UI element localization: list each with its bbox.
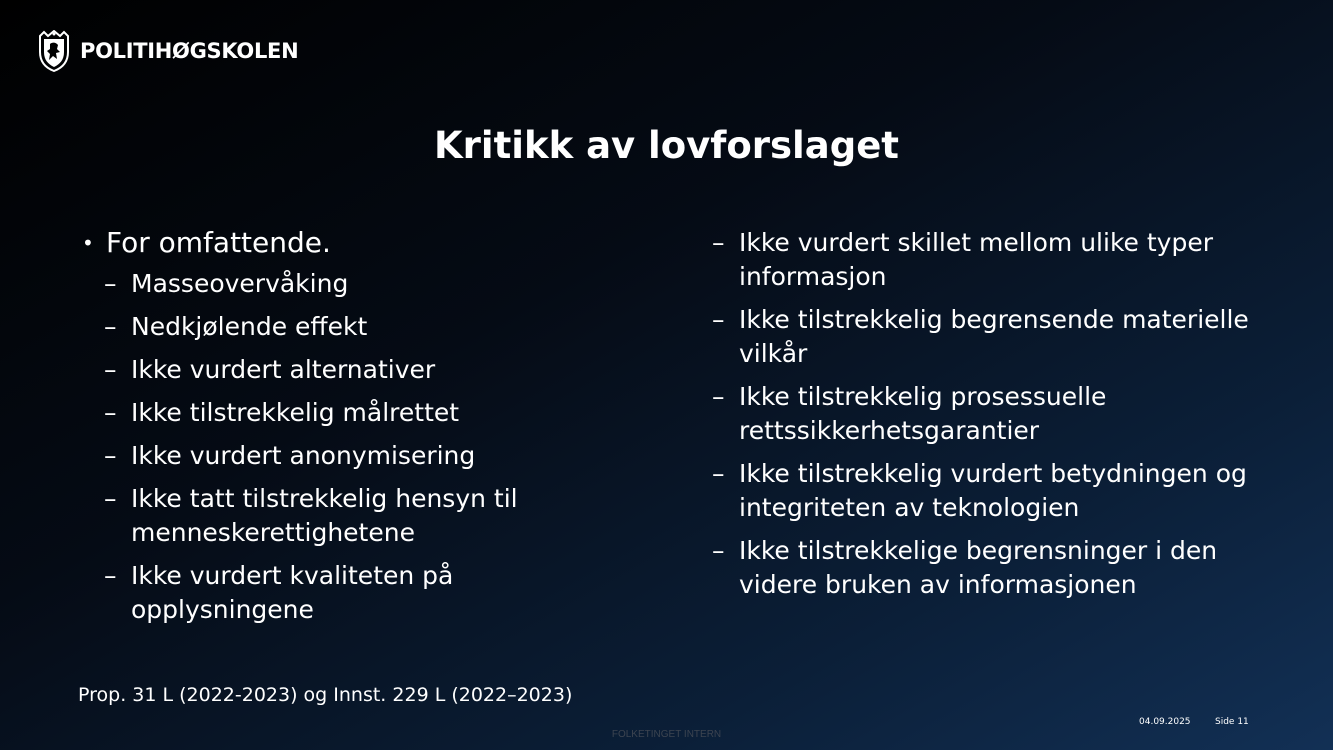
list-item: – Masseovervåking [104,269,349,298]
list-item: – Ikke vurdert skillet mellom ulike typer informasjon [712,228,1213,291]
list-item: – Nedkjølende effekt [104,312,368,341]
brand-name: POLITIHØGSKOLEN [80,39,299,63]
slide-date: 04.09.2025 [1139,717,1191,727]
lion-crest-icon [36,30,72,72]
bullet-dot-icon: • [82,231,94,255]
list-item: – Ikke tatt tilstrekkelig hensyn til menneskerettighetene [104,484,518,547]
page-number: Side 11 [1215,717,1249,727]
list-item: – Ikke tilstrekkelige begrensninger i den videre bruken av informasjonen [712,536,1218,599]
left-column [80,226,640,636]
list-item: – Ikke vurdert alternativer [104,355,436,384]
list-item: – Ikke vurdert anonymisering [104,441,476,470]
list-item: – Ikke tilstrekkelig vurdert betydningen og integriteten av teknologien [712,459,1247,522]
main-bullet-text: For omfattende. [106,226,331,259]
list-item: – Ikke tilstrekkelig målrettet [104,398,460,427]
list-item: – Ikke tilstrekkelig prosessuelle rettssikkerhetsgarantier [712,382,1107,445]
brand-logo [36,30,298,72]
list-item: – Ikke tilstrekkelig begrensende materielle vilkår [712,305,1249,368]
right-column [712,226,1272,611]
list-item: – Ikke vurdert kvaliteten på opplysningene [104,561,454,624]
source-citation: Prop. 31 L (2022-2023) og Innst. 229 L (2022–2023) [78,684,573,706]
slide-title: Kritikk av lovforslaget [434,124,899,167]
classification-label: FOLKETINGET INTERN [611,729,722,740]
main-bullet [80,226,640,260]
